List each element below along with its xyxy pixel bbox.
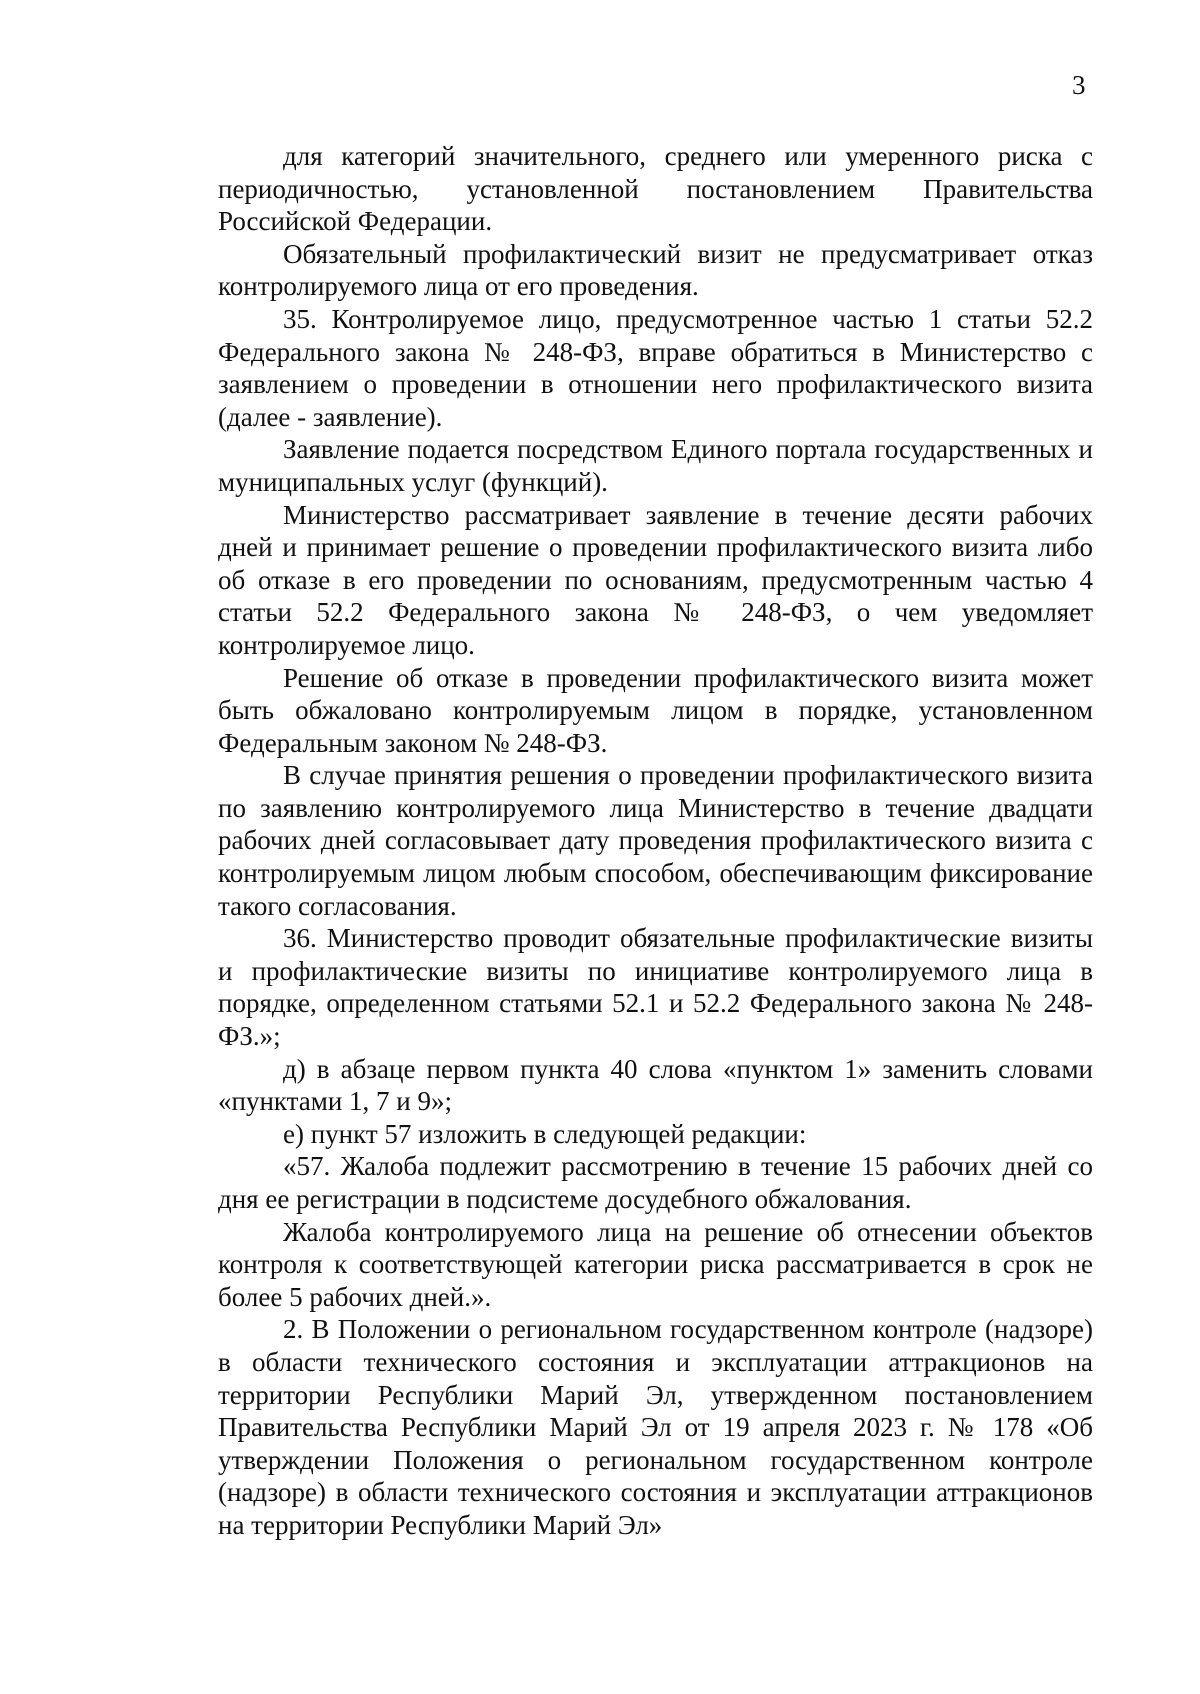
paragraph-refusal-appeal: Решение об отказе в проведении профилактического визита может быть обжаловано контролируемым лицом в порядке, установленном Федеральным законом № 248-ФЗ. [218,662,1093,758]
paragraph-amendment-d: д) в абзаце первом пункта 40 слова «пунктом 1» заменить словами «пунктами 1, 7 и 9»; [218,1053,1093,1117]
paragraph-amendment-e: е) пункт 57 изложить в следующей редакции: [283,1118,807,1149]
paragraph-mandatory-visit: Обязательный профилактический визит не предусматривает отказ контролируемого лица от его проведения. [218,238,1093,302]
page-number: 3 [1072,70,1086,100]
paragraph-item-36: 36. Министерство проводит обязательные профилактические визиты и профилактические визиты по инициативе контролируемого лица в порядке, определенном статьями 52.1 и 52.2 Федерального закона № 248-ФЗ.»; [218,923,1093,1052]
paragraph-section-2: 2. В Положении о региональном государственном контроле (надзоре) в области технического состояния и эксплуатации аттракционов на территории Республики Марий Эл, утвержденном постановлением Правительства Республики Марий Эл от 19 апреля 2023 г. № 178 «Об утверждении Положения о региональном государственном контроле (надзоре) в области технического состояния и эксплуатации аттракционов на территории Республики Марий Эл» [218,1314,1093,1540]
paragraph-ministry-review: Министерство рассматривает заявление в течение десяти рабочих дней и принимает решение о проведении профилактического визита либо об отказе в его проведении по основаниям, предусмотренным частью 4 статьи 52.2 Федерального закона № 248-ФЗ, о чем уведомляет контролируемое лицо. [218,499,1093,660]
document-body [218,140,1093,1542]
paragraph-complaint-term: Жалоба контролируемого лица на решение об отнесении объектов контроля к соответствующей категории риска рассматривается в срок не более 5 рабочих дней.». [218,1216,1093,1312]
paragraph-risk-categories: для категорий значительного, среднего или умеренного риска с периодичностью, установленной постановлением Правительства Российской Федерации. [218,141,1093,237]
paragraph-item-57: «57. Жалоба подлежит рассмотрению в течение 15 рабочих дней со дня ее регистрации в подсистеме досудебного обжалования. [218,1151,1093,1214]
paragraph-application-portal: Заявление подается посредством Единого портала государственных и муниципальных услуг (функций). [218,434,1093,497]
paragraph-item-35: 35. Контролируемое лицо, предусмотренное частью 1 статьи 52.2 Федерального закона № 248-ФЗ, вправе обратиться в Министерство с заявлением о проведении в отношении него профилактического визита (далее - заявление). [218,303,1093,432]
paragraph-visit-date-agreement: В случае принятия решения о проведении профилактического визита по заявлению контролируемого лица Министерство в течение двадцати рабочих дней согласовывает дату проведения профилактического визита с контролируемым лицом любым способом, обеспечивающим фиксирование такого согласования. [218,760,1093,921]
